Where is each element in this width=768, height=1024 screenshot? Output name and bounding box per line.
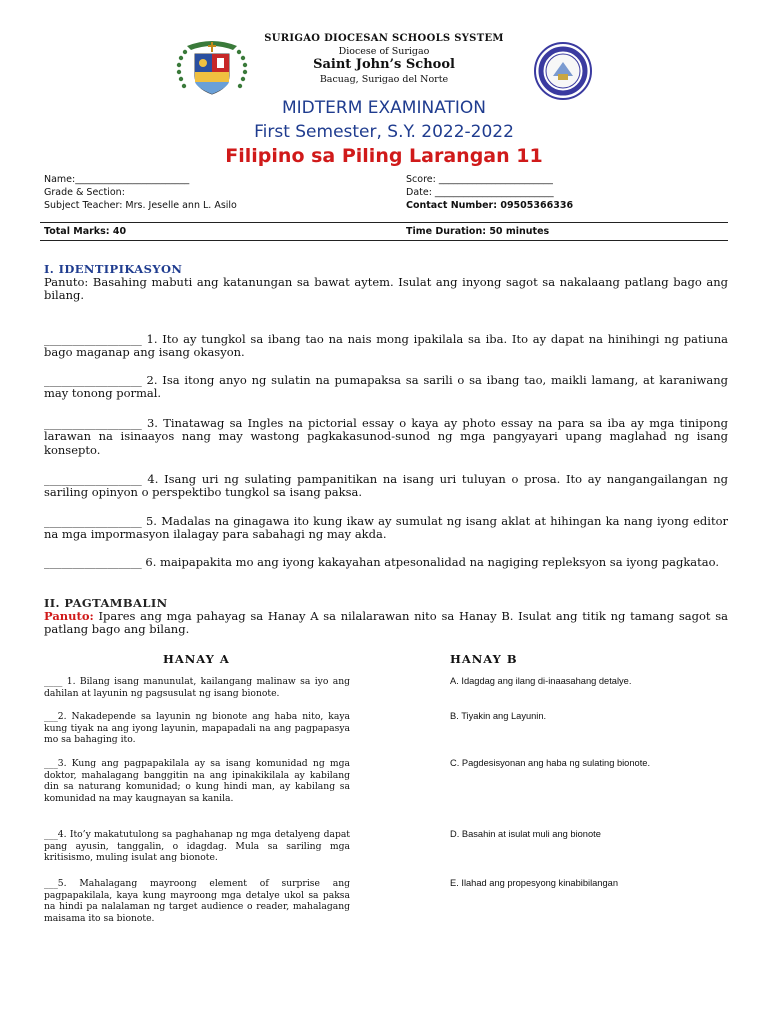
identification-item: _________________ 6. maipapakita mo ang iyong kakayahan atpesonalidad na nagiging repleksyon sa iyong pagkatao. — [44, 555, 720, 569]
school-name: Saint John’s School — [313, 57, 455, 72]
hanay-b-title: HANAY B — [450, 652, 518, 666]
hanay-a-item: ___2. Nakadepende sa layunin ng bionote ang haba nito, kaya kung tiyak na ang iyong layunin, mapapadali na ang pagpapasya mo sa bahaging ito. — [44, 711, 350, 746]
subject-title: Filipino sa Piling Larangan 11 — [225, 145, 543, 167]
hanay-a-item: ____ 1. Bilang isang manunulat, kailangang malinaw sa iyo ang dahilan at layunin ng pagsusulat ng isang bionote. — [44, 676, 350, 699]
grade-section-field: Grade & Section: — [44, 187, 125, 198]
section-heading-identipikasyon: I. IDENTIPIKASYON — [44, 262, 183, 276]
hanay-b-item: D. Basahin at isulat muli ang bionote — [450, 829, 601, 839]
directions-label: Panuto: — [44, 609, 94, 623]
identification-item: _________________ 2. Isa itong anyo ng sulatin na pumapaksa sa sarili o sa ibang tao, maikli lamang, at karaniwang may tonong pormal. — [44, 373, 728, 401]
semester-title: First Semester, S.Y. 2022-2022 — [254, 122, 514, 142]
identification-item: _________________ 4. Isang uri ng sulating pampanitikan na isang uri tuluyan o prosa. Ito ay nangangailangan ng sariling opinyon o perspektibo tungkol sa isang paksa. — [44, 472, 728, 500]
hanay-b-item: B. Tiyakin ang Layunin. — [450, 711, 547, 721]
school-system-name: SURIGAO DIOCESAN SCHOOLS SYSTEM — [264, 33, 504, 44]
hanay-b-item: E. Ilahad ang propesyong kinabibilangan — [450, 878, 618, 888]
part1-directions: Panuto: Basahing mabuti ang katanungan sa bawat aytem. Isulat ang inyong sagot sa nakalaang patlang bago ang bilang. — [44, 275, 728, 303]
diocese-name: Diocese of Surigao — [338, 46, 430, 57]
identification-item: _________________ 1. Ito ay tungkol sa ibang tao na nais mong ipakilala sa iba. Ito ay dapat na hinihingi ng patiuna bago maganap ang isang okasyon. — [44, 332, 728, 360]
total-marks: Total Marks: 40 — [44, 226, 127, 237]
date-field: Date: _________________________ — [406, 187, 554, 198]
identification-item: _________________ 3. Tinatawag sa Ingles na pictorial essay o kaya ay photo essay na para sa iba ay mga tinipong larawan na isinaayos nang may wastong pagkakasunod-sunod ng mga pangyayari upang maglahad ng isang konsepto. — [44, 416, 728, 457]
hanay-a-item: ___4. Ito’y makatutulong sa paghahanap ng mga detalyeng dapat pang ayusin, tanggalin, o idagdag. Mula sa sariling mga kritisismo, muling isulat ang bionote. — [44, 829, 350, 864]
hanay-a-item: ___5. Mahalagang mayroong element of surprise ang pagpapakilala, kaya kung mayroong mga detalye ukol sa paksa na hindi pa nalalaman ng target audience o reader, mahalagang maisama ito sa bionote. — [44, 878, 350, 924]
hanay-b-item: C. Pagdesisyonan ang haba ng sulating bionote. — [450, 758, 651, 768]
divider — [40, 240, 728, 241]
part2-directions — [44, 610, 728, 637]
name-field: Name:________________________ — [44, 174, 190, 185]
school-address: Bacuag, Surigao del Norte — [319, 74, 449, 85]
hanay-a-item: ___3. Kung ang pagpapakilala ay sa isang komunidad ng mga doktor, mahalagang banggitin na ang ipinakikilala ay kabilang din sa naturang komunidad; o kung hindi man, ay kabilang sa komunidad na may kaugnayan sa kanila. — [44, 758, 350, 804]
hanay-a-title: HANAY A — [163, 652, 230, 666]
hanay-b-item: A. Idagdag ang ilang di-inaasahang detalye. — [450, 676, 632, 686]
score-field: Score: ________________________ — [406, 174, 553, 185]
section-heading-pagtambalin: II. PAGTAMBALIN — [44, 596, 168, 610]
contact-number: Contact Number: 09505366336 — [406, 200, 574, 211]
divider — [40, 222, 728, 223]
subject-teacher: Subject Teacher: Mrs. Jeselle ann L. Asilo — [44, 200, 237, 211]
identification-item: _________________ 5. Madalas na ginagawa ito kung ikaw ay sumulat ng isang aklat at hihingan ka nang iyong editor na mga impormasyon ilalagay para sabahagi ng may akda. — [44, 514, 728, 542]
exam-title: MIDTERM EXAMINATION — [282, 98, 486, 118]
time-duration: Time Duration: 50 minutes — [406, 226, 550, 237]
directions-text: Ipares ang mga pahayag sa Hanay A sa nilalarawan nito sa Hanay B. Isulat ang titik ng tamang sagot sa patlang bago ang bilang. — [44, 609, 728, 637]
